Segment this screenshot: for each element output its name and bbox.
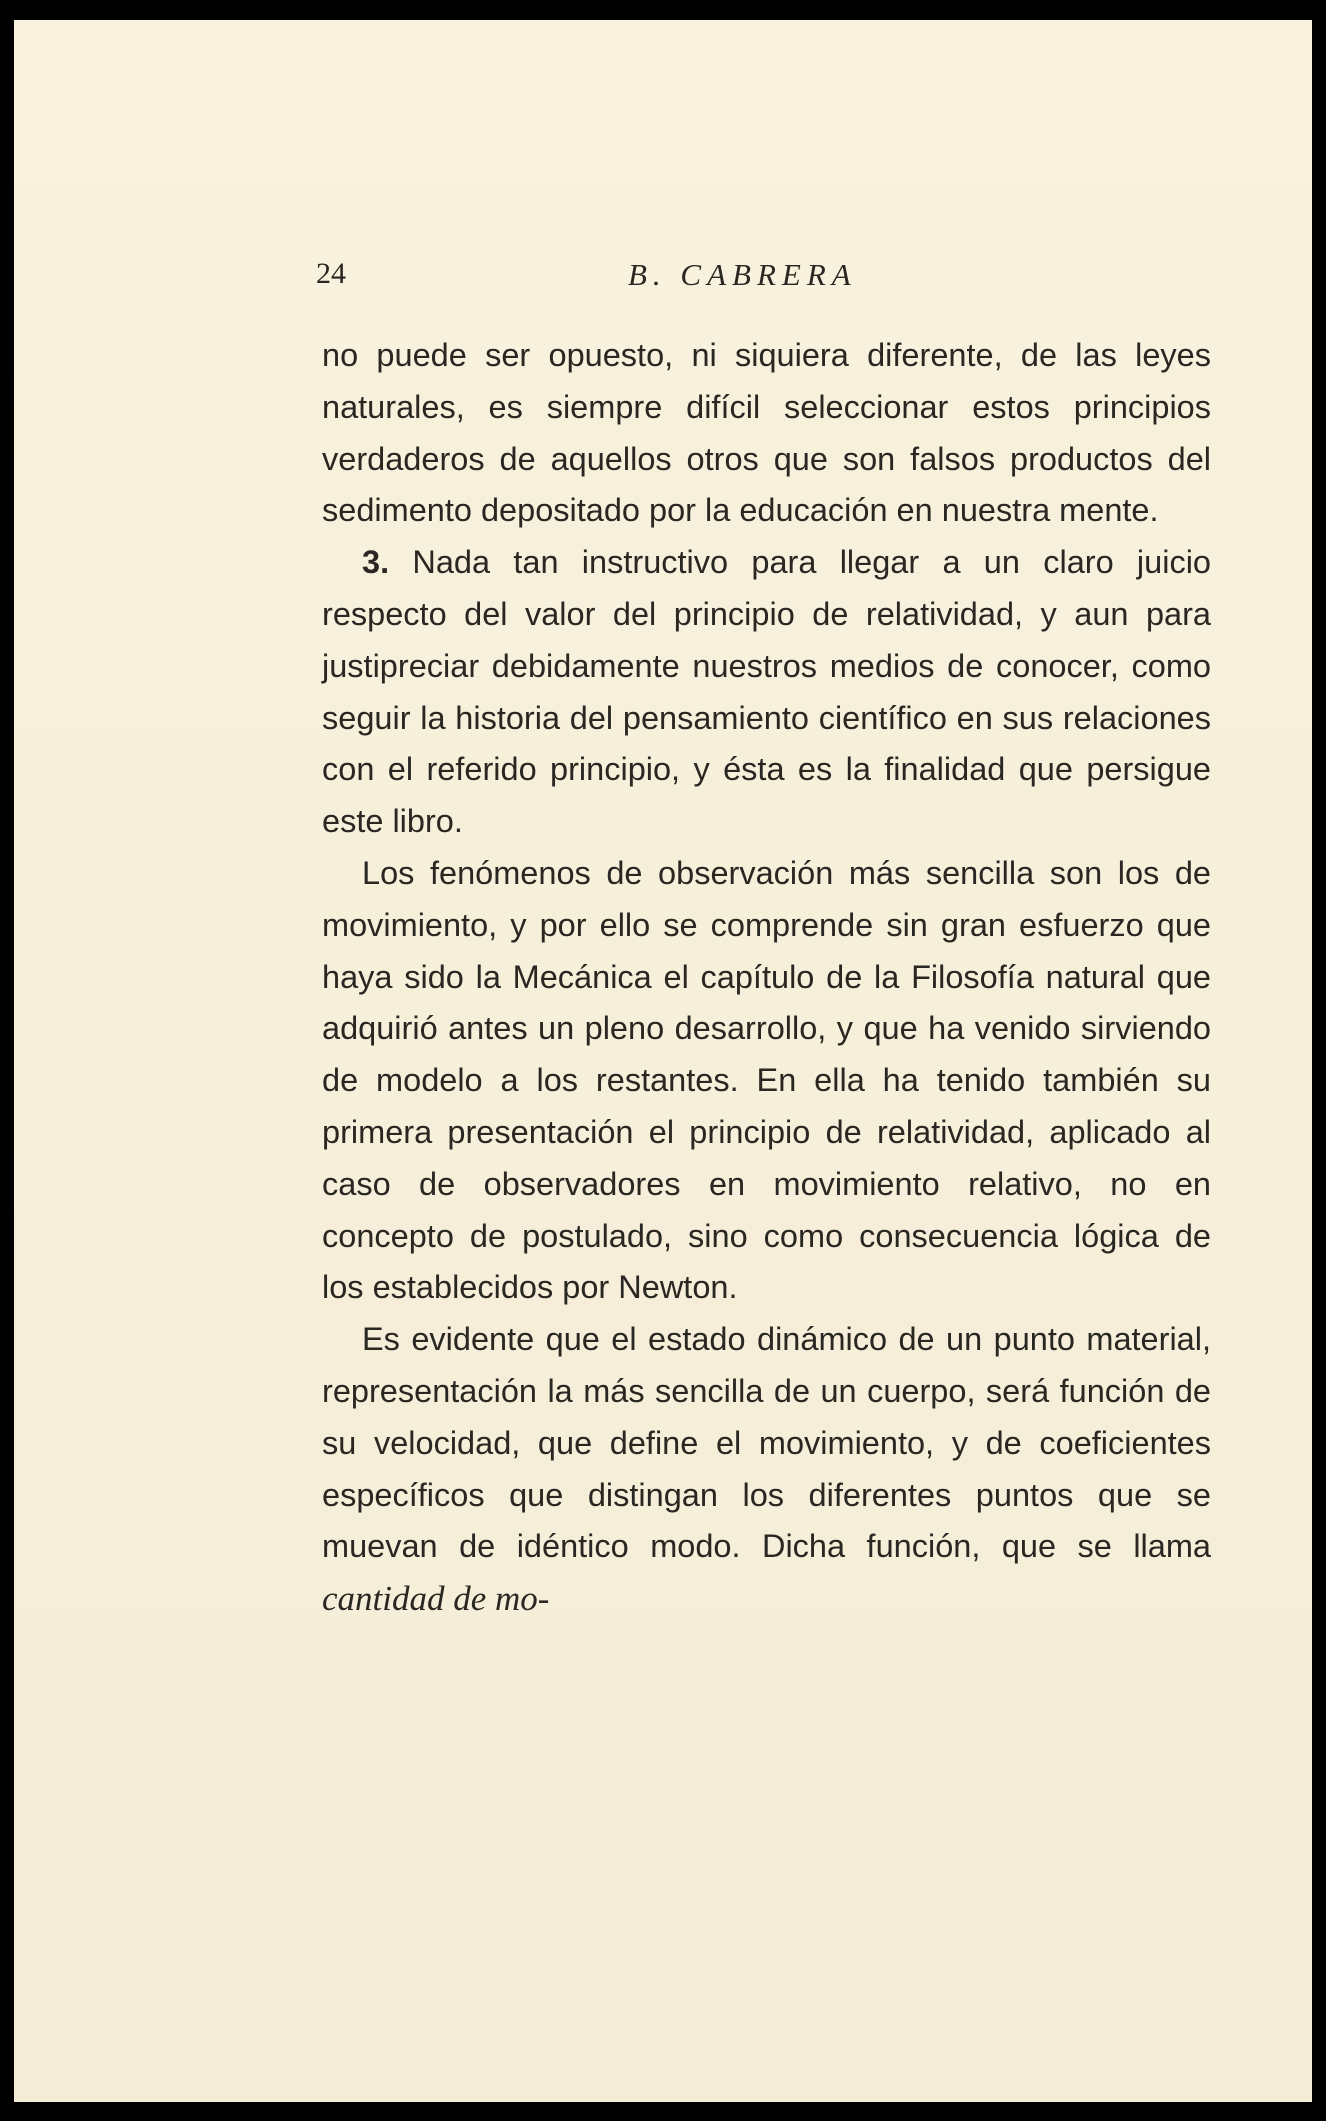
paragraph [322,1314,1211,1626]
body-text [322,330,1211,1626]
running-head [316,257,1216,297]
italic-term: cantidad de mo- [322,1579,550,1619]
book-page [14,20,1312,2102]
section-number: 3. [362,544,390,581]
paragraph-text: Es evidente que el estado dinámico de un punto material, representación la más sencilla de un cuerpo, será función de su velocidad, que define el movimiento, y de coeficientes específicos que distingan los diferentes puntos que se muevan de idéntico modo. Dicha función, que se llama [322,1321,1211,1565]
paragraph-text: Nada tan instructivo para llegar a un claro juicio respecto del valor del principio de relatividad, y aun para justipreciar debidamente nuestros medios de conocer, como seguir la historia del pensamiento científico en sus relaciones con el referido principio, y ésta es la finalidad que persigue este libro. [322,544,1211,840]
paragraph-text: no puede ser opuesto, ni siquiera diferente, de las leyes naturales, es siempre difícil seleccionar estos principios verdaderos de aquellos otros que son falsos productos del sedimento depositado por la educación en nuestra mente. [322,337,1211,529]
running-title: B. CABRERA [628,257,857,292]
page-number: 24 [316,257,346,290]
paragraph [322,848,1211,1314]
paragraph [322,537,1211,848]
paragraph-text: Los fenómenos de observación más sencilla son los de movimiento, y por ello se comprende sin gran esfuerzo que haya sido la Mecánica el capítulo de la Filosofía natural que adquirió antes un pleno desarrollo, y que ha venido sirviendo de modelo a los restantes. En ella ha tenido también su primera presentación el principio de relatividad, aplicado al caso de observadores en movimiento relativo, no en concepto de postulado, sino como consecuencia lógica de los establecidos por Newton. [322,854,1211,1306]
paragraph [322,330,1211,537]
